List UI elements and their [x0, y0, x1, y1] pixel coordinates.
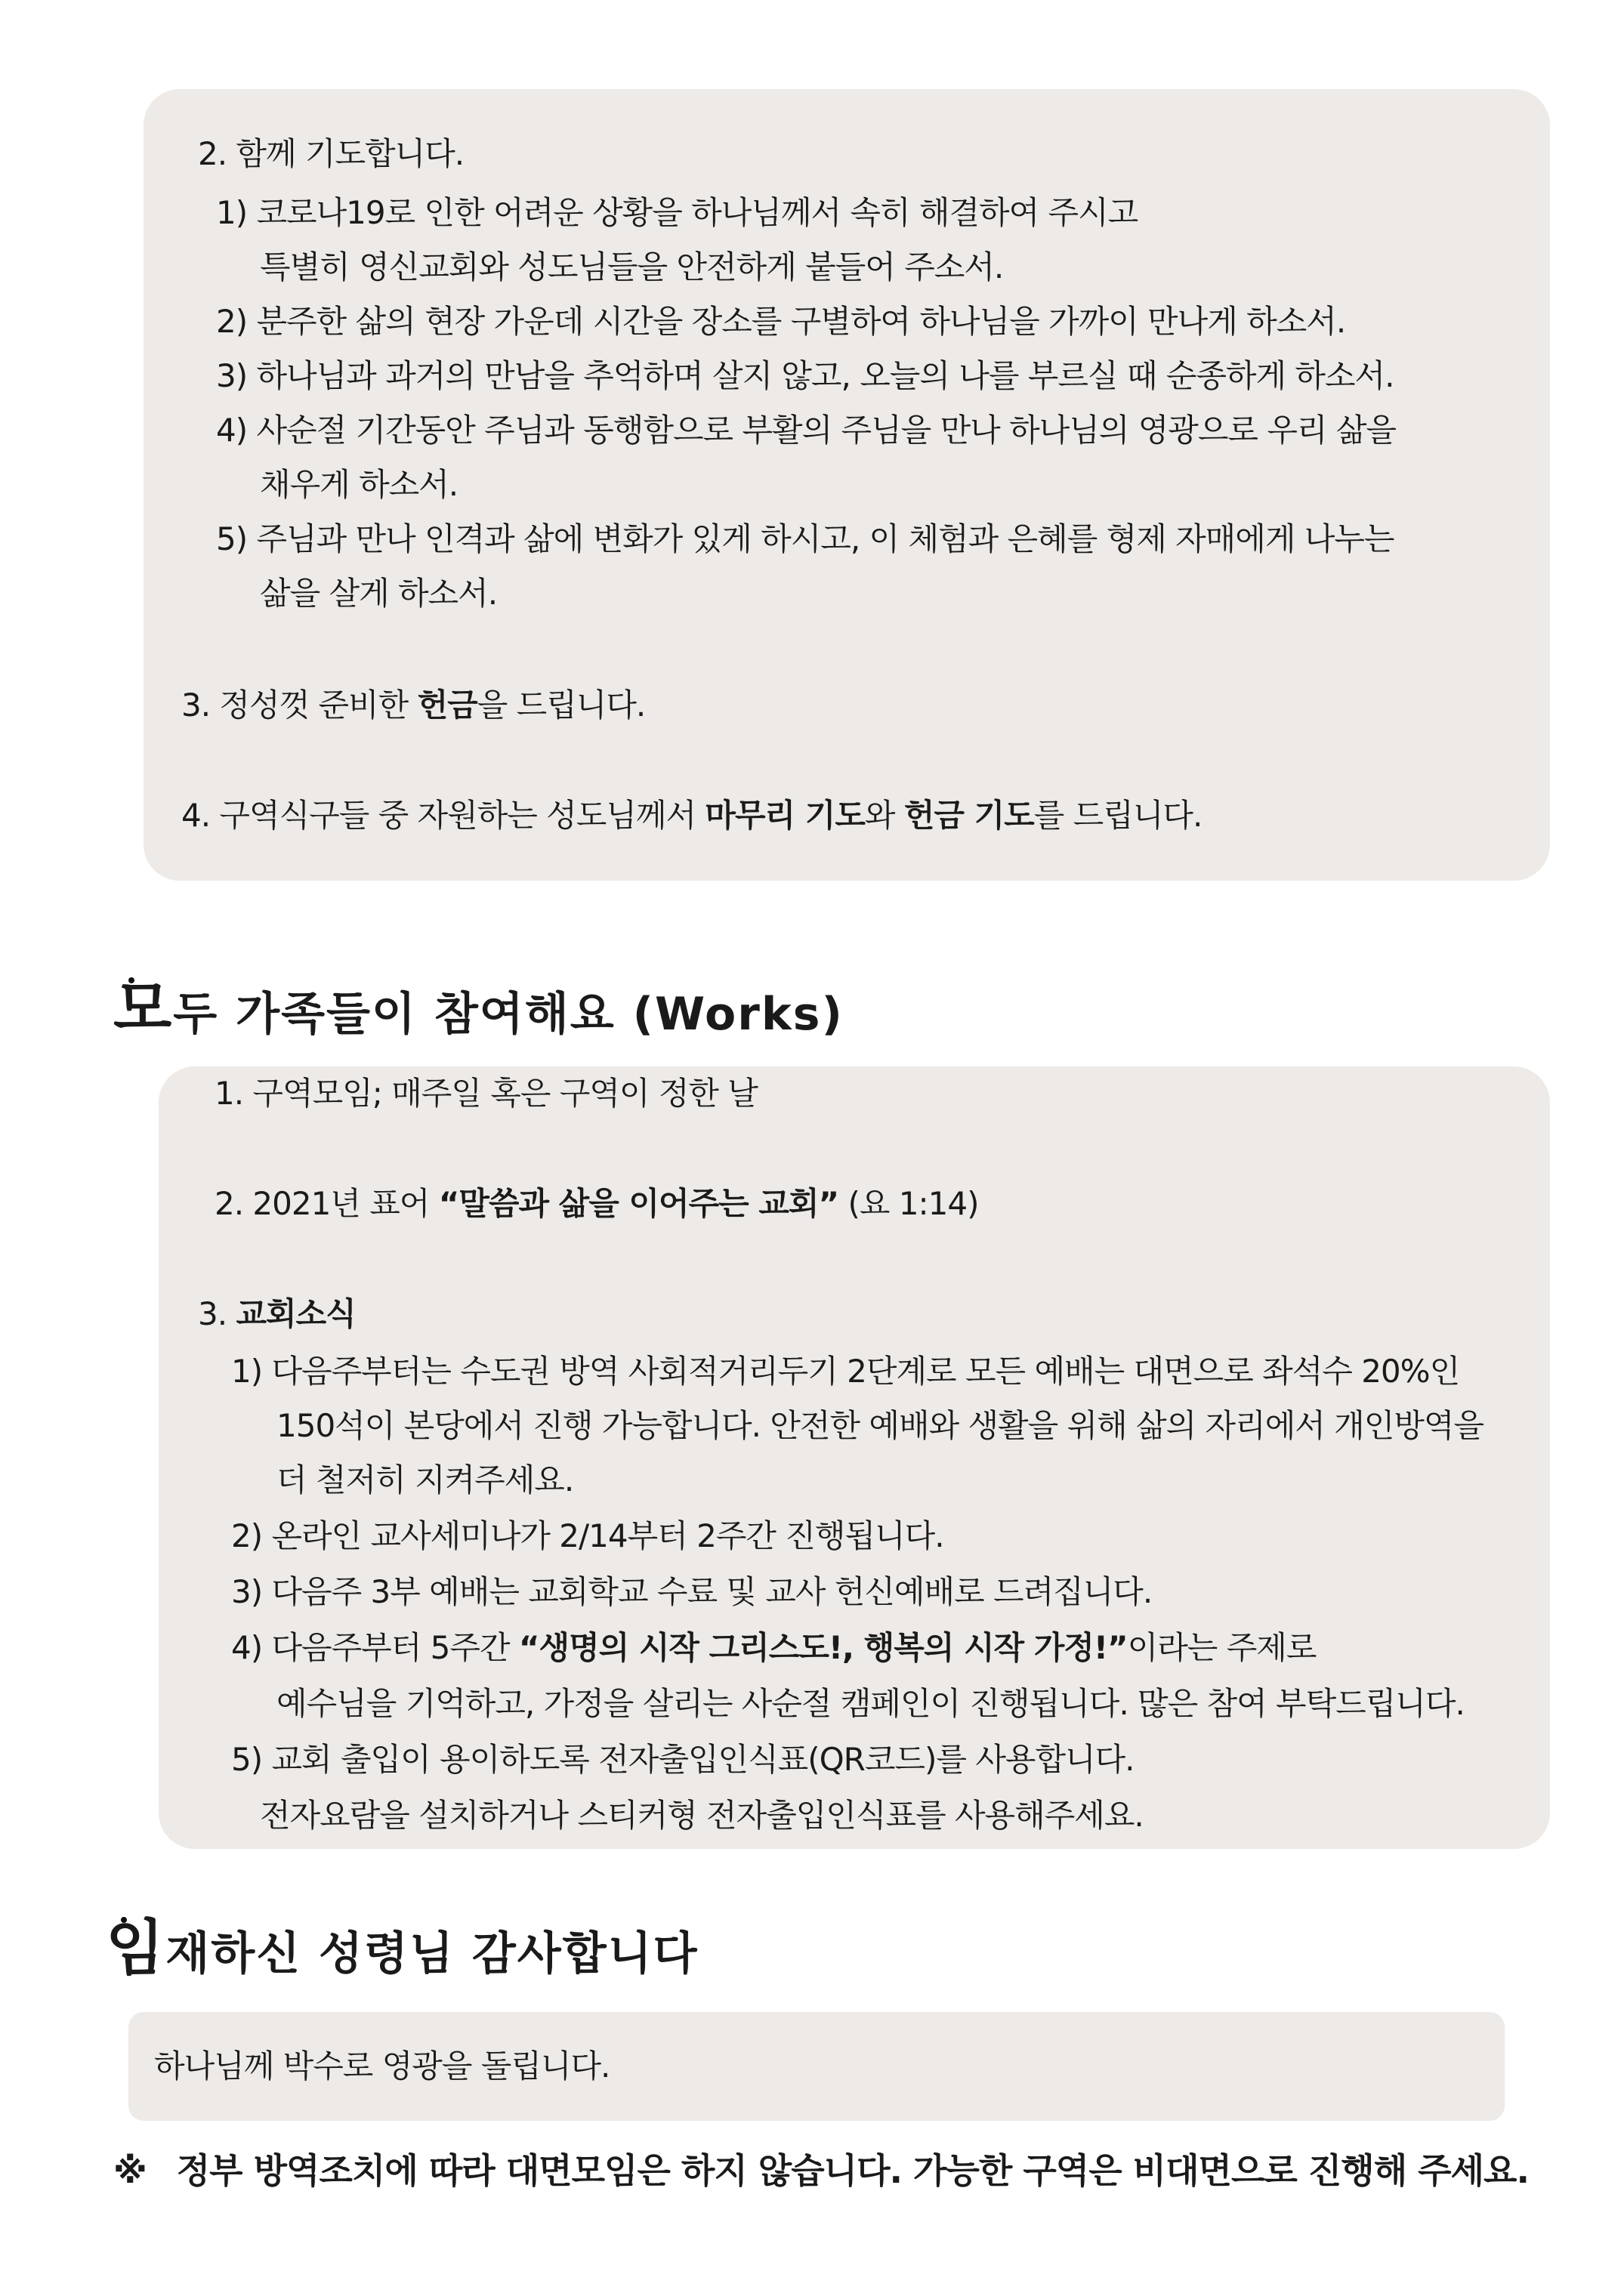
- prayer-item: 3) 하나님과 과거의 만남을 추억하며 살지 않고, 오늘의 나를 부르실 때 순종하게 하소서.: [216, 357, 1394, 394]
- closing-prayer-line: [181, 795, 1202, 837]
- news-item: [231, 1627, 1316, 1669]
- closing-text-end: 를 드립니다.: [1033, 797, 1203, 834]
- thanks-heading: [106, 1913, 699, 1984]
- motto-text: 2. 2021년 표어: [215, 1185, 439, 1222]
- heading-initial: 임: [106, 1913, 166, 1983]
- closing-text-mid: 와: [864, 797, 904, 834]
- thanks-text: 하나님께 박수로 영광을 돌립니다.: [154, 2048, 610, 2085]
- notice-line: [113, 2148, 1529, 2193]
- heading-initial: 모: [113, 974, 174, 1044]
- news4-text: 4) 다음주부터 5주간: [231, 1629, 519, 1666]
- offering-text-end: 을 드립니다.: [477, 687, 646, 724]
- news-item: 더 철저히 지켜주세요.: [276, 1461, 574, 1498]
- news4-bold: “생명의 시작 그리스도!, 행복의 시작 가정!”: [518, 1629, 1128, 1666]
- news-title: [198, 1293, 356, 1335]
- heading-rest: 재하신 성령님 감사합니다: [165, 1927, 699, 1980]
- prayer-item: 특별히 영신교회와 성도님들을 안전하게 붙들어 주소서.: [260, 248, 1004, 285]
- motto-bold: “말씀과 삶을 이어주는 교회”: [438, 1185, 839, 1222]
- news4-text-end: 이라는 주제로: [1127, 1629, 1317, 1666]
- news-item: 150석이 본당에서 진행 가능합니다. 안전한 예배와 생활을 위해 삶의 자리에서 개인방역을: [276, 1407, 1484, 1444]
- works-item: 1. 구역모임; 매주일 혹은 구역이 정한 날: [215, 1075, 758, 1112]
- news-item: 3) 다음주 3부 예배는 교회학교 수료 및 교사 헌신예배로 드려집니다.: [231, 1573, 1153, 1610]
- notice-text: 정부 방역조치에 따라 대면모임은 하지 않습니다. 가능한 구역은 비대면으로 진행해 주세요.: [176, 2150, 1529, 2191]
- news-item: 전자요람을 설치하거나 스티커형 전자출입인식표를 사용해주세요.: [260, 1797, 1144, 1834]
- news-item: 예수님을 기억하고, 가정을 살리는 사순절 캠페인이 진행됩니다. 많은 참여 부탁드립니다.: [276, 1685, 1465, 1722]
- prayer-item: 5) 주님과 만나 인격과 삶에 변화가 있게 하시고, 이 체험과 은혜를 형제 자매에게 나누는: [216, 520, 1394, 557]
- heading-rest: 두 가족들이 참여해요 (Works): [173, 988, 844, 1041]
- closing-bold: 마무리 기도: [705, 797, 865, 834]
- prayer-item: 1) 코로나19로 인한 어려운 상황을 하나님께서 속히 해결하여 주시고: [216, 194, 1138, 231]
- prayer-item: 삶을 살게 하소서.: [260, 575, 498, 612]
- closing-bold: 헌금 기도: [903, 797, 1034, 834]
- works-heading: [113, 974, 844, 1045]
- prayer-item: 채우게 하소서.: [260, 466, 458, 503]
- motto-ref: (요 1:14): [838, 1185, 979, 1222]
- offering-text: 3. 정성껏 준비한: [181, 687, 418, 724]
- closing-text: 4. 구역식구들 중 자원하는 성도님께서: [181, 797, 705, 834]
- news-item: 5) 교회 출입이 용이하도록 전자출입인식표(QR코드)를 사용합니다.: [231, 1741, 1135, 1778]
- offering-line: [181, 684, 645, 727]
- offering-bold: 헌금: [417, 687, 477, 724]
- news-title-text: 교회소식: [236, 1295, 356, 1332]
- reference-mark: ※: [113, 2150, 147, 2191]
- prayer-item: 2) 분주한 삶의 현장 가운데 시간을 장소를 구별하여 하나님을 가까이 만나게 하소서.: [216, 303, 1346, 340]
- prayer-item: 4) 사순절 기간동안 주님과 동행함으로 부활의 주님을 만나 하나님의 영광으로 우리 삶을: [216, 412, 1396, 449]
- news-number: 3.: [198, 1295, 236, 1332]
- prayer-title: 2. 함께 기도합니다.: [198, 135, 465, 172]
- news-item: 1) 다음주부터는 수도권 방역 사회적거리두기 2단계로 모든 예배는 대면으로 좌석수 20%인: [231, 1353, 1460, 1390]
- news-item: 2) 온라인 교사세미나가 2/14부터 2주간 진행됩니다.: [231, 1517, 944, 1554]
- works-item: [215, 1183, 978, 1225]
